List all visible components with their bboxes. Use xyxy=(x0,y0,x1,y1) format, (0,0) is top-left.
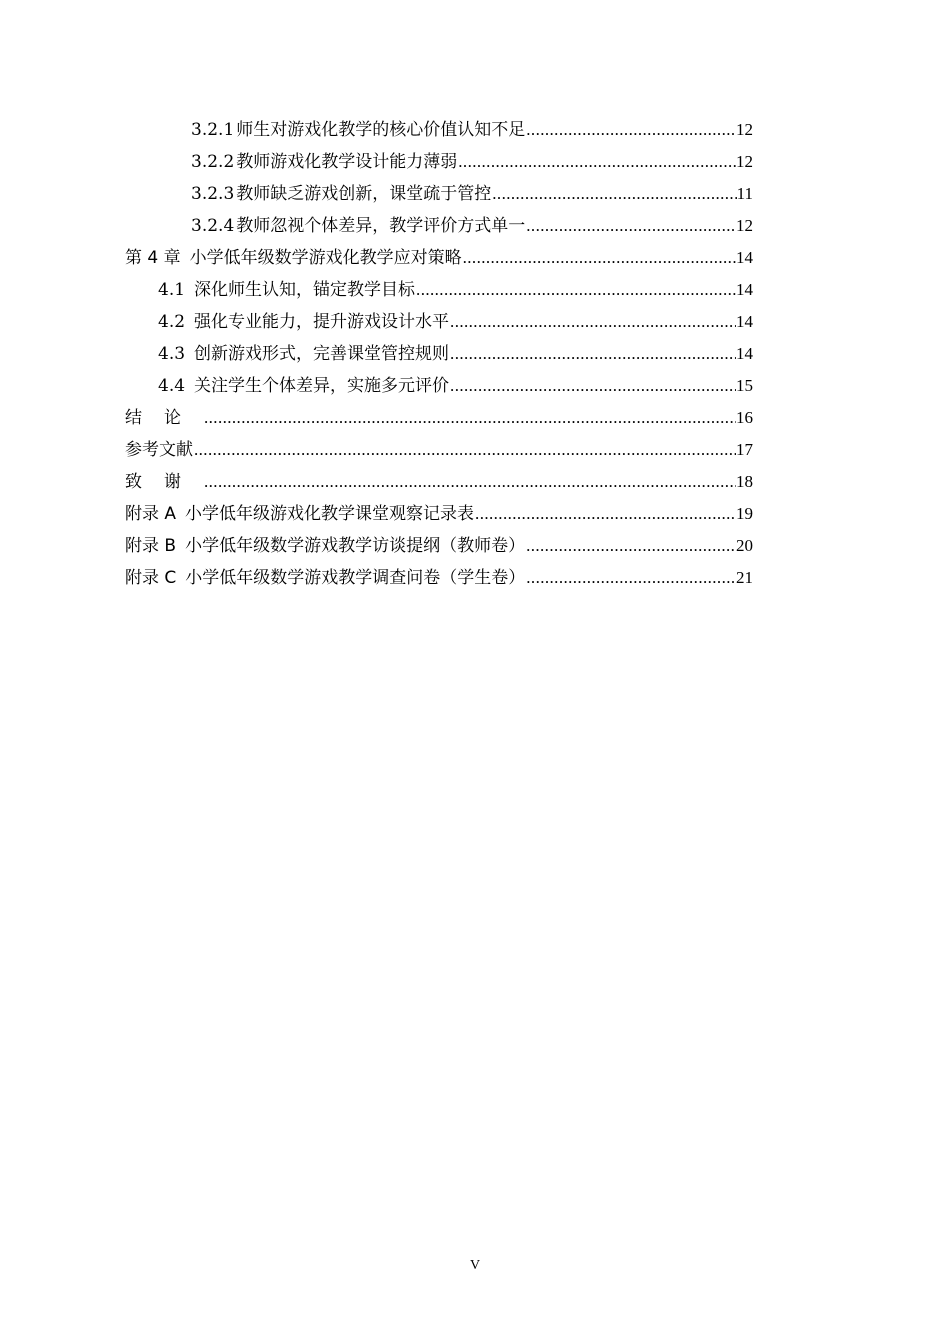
toc-entry-number: 附录 B xyxy=(125,536,177,556)
toc-entry-number: 附录 A xyxy=(125,504,177,524)
toc-entry-page: 14 xyxy=(736,344,753,363)
toc-entry-label xyxy=(125,402,203,434)
toc-entry-title: 小学低年级数学游戏化教学应对策略 xyxy=(189,248,462,268)
toc-entry-label xyxy=(125,434,193,466)
toc-dot-leader xyxy=(449,306,736,338)
toc-entry-title: 教师忽视个体差异，教学评价方式单一 xyxy=(236,216,526,236)
toc-entry-number: 4.2 xyxy=(158,312,186,332)
toc-entry-title: 师生对游戏化教学的核心价值认知不足 xyxy=(236,120,526,140)
toc-entry-number: 结论 xyxy=(125,408,203,428)
toc-entry-appendix[interactable] xyxy=(125,498,753,530)
toc-dot-leader xyxy=(525,530,736,562)
toc-entry-references[interactable] xyxy=(125,434,753,466)
toc-dot-leader xyxy=(415,274,736,306)
toc-entry-title: 强化专业能力，提升游戏设计水平 xyxy=(194,312,450,332)
toc-entry-label xyxy=(191,146,457,178)
toc-entry-number: 致谢 xyxy=(125,472,203,492)
toc-dot-leader xyxy=(474,498,736,530)
toc-entry-conclusion[interactable] xyxy=(125,402,753,434)
toc-entry-page: 12 xyxy=(736,216,753,235)
toc-entry-label xyxy=(125,530,525,562)
toc-entry[interactable] xyxy=(125,210,753,242)
toc-entry-page: 14 xyxy=(736,312,753,331)
toc-entry[interactable] xyxy=(125,370,753,402)
toc-entry-page: 17 xyxy=(736,440,753,459)
toc-entry-page: 12 xyxy=(736,152,753,171)
toc-entry-acknowledgements[interactable] xyxy=(125,466,753,498)
toc-entry-page: 18 xyxy=(736,472,753,491)
toc-entry-number: 3.2.4 xyxy=(191,216,235,236)
toc-entry-number: 附录 C xyxy=(125,568,177,588)
toc-entry[interactable] xyxy=(125,274,753,306)
toc-entry-page: 20 xyxy=(736,536,753,555)
toc-entry-title: 创新游戏形式，完善课堂管控规则 xyxy=(194,344,450,364)
toc-entry-page: 16 xyxy=(736,408,753,427)
table-of-contents xyxy=(125,114,753,594)
toc-dot-leader xyxy=(449,370,736,402)
toc-dot-leader xyxy=(462,242,736,274)
toc-entry-title: 小学低年级游戏化教学课堂观察记录表 xyxy=(185,504,475,524)
toc-entry-label xyxy=(125,242,462,274)
toc-entry-title: 深化师生认知，锚定教学目标 xyxy=(194,280,416,300)
toc-entry-chapter[interactable] xyxy=(125,242,753,274)
toc-entry[interactable] xyxy=(125,338,753,370)
toc-entry-page: 11 xyxy=(736,184,753,203)
toc-entry-number: 第 4 章 xyxy=(125,248,181,268)
toc-entry-label xyxy=(125,498,474,530)
toc-entry-page: 19 xyxy=(736,504,753,523)
toc-dot-leader xyxy=(525,210,736,242)
toc-entry-number: 4.3 xyxy=(158,344,186,364)
toc-dot-leader xyxy=(525,114,736,146)
toc-entry-page: 14 xyxy=(736,248,753,267)
toc-dot-leader xyxy=(457,146,736,178)
toc-entry-number: 3.2.1 xyxy=(191,120,235,140)
toc-entry-title: 教师游戏化教学设计能力薄弱 xyxy=(236,152,458,172)
toc-entry-number: 参考文献 xyxy=(125,440,193,460)
toc-entry-number: 3.2.2 xyxy=(191,152,235,172)
page-number: V xyxy=(469,1258,481,1273)
toc-entry-title: 关注学生个体差异，实施多元评价 xyxy=(194,376,450,396)
toc-dot-leader xyxy=(525,562,736,594)
toc-entry-label xyxy=(191,114,525,146)
toc-dot-leader xyxy=(193,434,736,466)
toc-entry[interactable] xyxy=(125,114,753,146)
toc-entry-page: 21 xyxy=(736,568,753,587)
toc-entry[interactable] xyxy=(125,146,753,178)
toc-entry-number: 3.2.3 xyxy=(191,184,235,204)
toc-entry-appendix[interactable] xyxy=(125,562,753,594)
toc-entry-page: 12 xyxy=(736,120,753,139)
toc-entry-page: 15 xyxy=(736,376,753,395)
toc-entry-label xyxy=(191,210,525,242)
toc-entry-label xyxy=(191,178,491,210)
toc-entry-label xyxy=(158,370,449,402)
toc-entry-title: 小学低年级数学游戏教学访谈提纲（教师卷） xyxy=(185,536,526,556)
toc-entry-title: 小学低年级数学游戏教学调查问卷（学生卷） xyxy=(185,568,526,588)
toc-entry-label xyxy=(158,306,449,338)
toc-dot-leader xyxy=(203,402,736,434)
toc-entry-label xyxy=(158,274,415,306)
toc-entry-appendix[interactable] xyxy=(125,530,753,562)
toc-entry-label xyxy=(158,338,449,370)
toc-entry-number: 4.4 xyxy=(158,376,186,396)
toc-entry-label xyxy=(125,562,525,594)
toc-entry-page: 14 xyxy=(736,280,753,299)
toc-dot-leader xyxy=(491,178,736,210)
toc-entry-number: 4.1 xyxy=(158,280,186,300)
toc-entry-title: 教师缺乏游戏创新，课堂疏于管控 xyxy=(236,184,492,204)
toc-entry-label xyxy=(125,466,203,498)
toc-entry[interactable] xyxy=(125,178,753,210)
toc-dot-leader xyxy=(449,338,736,370)
toc-entry[interactable] xyxy=(125,306,753,338)
toc-dot-leader xyxy=(203,466,736,498)
